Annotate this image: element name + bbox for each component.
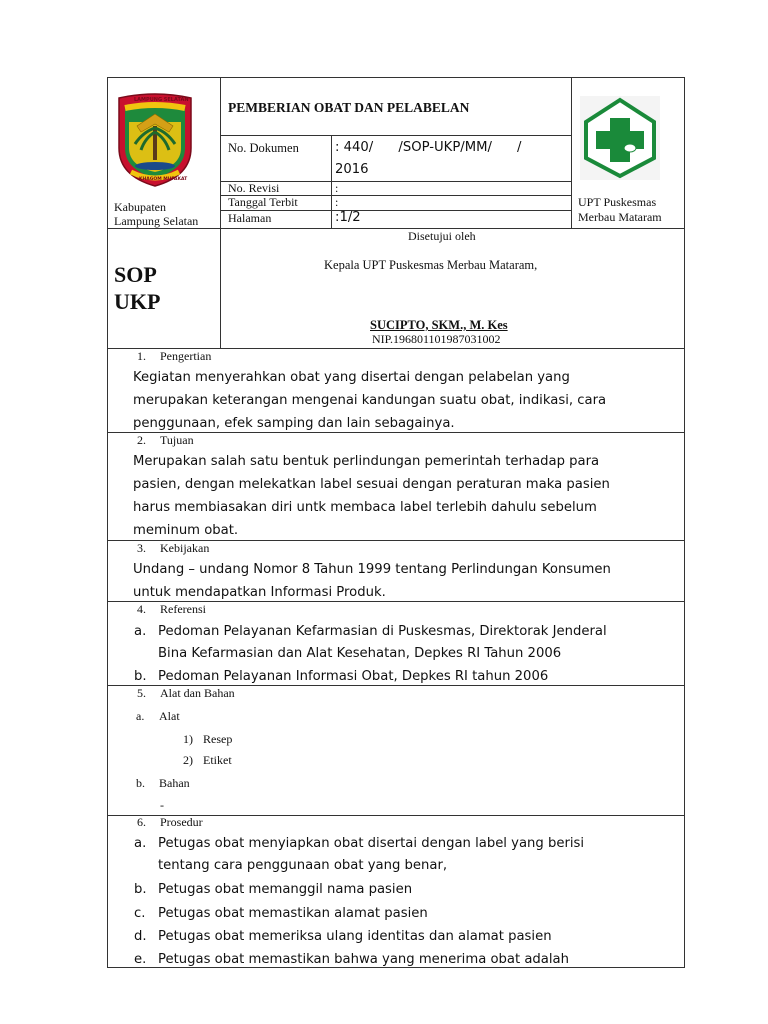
puskesmas-logo — [580, 96, 660, 180]
header-divider-left — [220, 77, 221, 348]
section-5-number: 5. — [137, 686, 146, 700]
approver-position: Kepala UPT Puskesmas Merbau Mataram, — [324, 258, 538, 272]
procedure-d-line-1: Petugas obat memeriksa ulang identitas dan alamat pasien — [158, 929, 552, 944]
section-2-line-3: harus membiasakan diri untk membaca label terlebih dahulu sebelum — [133, 500, 597, 515]
section-1-line-3: penggunaan, efek samping dan lain sebagainya. — [133, 416, 455, 431]
section-3-line-1: Undang – undang Nomor 8 Tahun 1999 tentang Perlindungan Konsumen — [133, 562, 611, 577]
section-1-line-2: merupakan keterangan mengenai kandungan suatu obat, indikasi, cara — [133, 393, 607, 408]
reference-a-line-2: Bina Kefarmasian dan Alat Kesehatan, Depkes RI Tahun 2006 — [158, 646, 562, 661]
procedure-a-line-1: Petugas obat menyiapkan obat disertai dengan label yang berisi — [158, 836, 585, 851]
procedure-e-line-1: Petugas obat memastikan bahwa yang menerima obat adalah — [158, 952, 569, 967]
reference-a-line-1: Pedoman Pelayanan Kefarmasian di Puskesmas, Direktorak Jenderal — [158, 624, 607, 639]
procedure-b-line-1: Petugas obat memanggil nama pasien — [158, 882, 413, 897]
alat-item-2-label: Etiket — [203, 753, 232, 767]
alat-item-1-marker: 1) — [183, 732, 193, 746]
section-2-number: 2. — [137, 433, 146, 447]
bahan-label: Bahan — [159, 776, 190, 790]
table-border-left — [107, 77, 108, 968]
procedure-e-marker: e. — [134, 952, 147, 967]
approver-name: SUCIPTO, SKM., M. Kes — [370, 318, 508, 332]
header-divider-right — [571, 77, 572, 228]
region-line-1: Kabupaten — [114, 200, 166, 214]
procedure-a-marker: a. — [134, 836, 147, 851]
lampung-selatan-logo — [115, 92, 195, 188]
section-2-line-4: meminum obat. — [133, 523, 239, 538]
section-3-number: 3. — [137, 541, 146, 555]
procedure-c-line-1: Petugas obat memastikan alamat pasien — [158, 906, 428, 921]
page-label: Halaman — [228, 211, 272, 225]
issue-row-bottom — [220, 210, 572, 211]
sop-label-line-1: SOP — [114, 262, 157, 287]
section-3-line-2: untuk mendapatkan Informasi Produk. — [133, 585, 386, 600]
reference-b-marker: b. — [134, 669, 147, 684]
table-border-bottom — [107, 967, 685, 968]
facility-line-1: UPT Puskesmas — [578, 195, 657, 209]
logo-bottom-text: KHAGOM MUFAKAT — [139, 177, 188, 182]
section-1-number: 1. — [137, 349, 146, 363]
reference-a-marker: a. — [134, 624, 147, 639]
revision-value: : — [335, 181, 339, 195]
alat-item-1-label: Resep — [203, 732, 233, 746]
alat-marker: a. — [136, 709, 145, 723]
section-1-line-1: Kegiatan menyerahkan obat yang disertai dengan pelabelan yang — [133, 370, 570, 385]
logo-top-text: LAMPUNG SELATAN — [134, 97, 189, 103]
approved-by: Disetujui oleh — [408, 229, 476, 243]
title-row-bottom — [220, 135, 572, 136]
reference-b-line-1: Pedoman Pelayanan Informasi Obat, Depkes RI tahun 2006 — [158, 669, 549, 684]
doc-no-value: : 440/ /SOP-UKP/MM/ / — [335, 140, 522, 155]
section-1-title: Pengertian — [160, 349, 212, 363]
table-border-right — [684, 77, 685, 968]
sop-label-line-2: UKP — [114, 289, 161, 314]
doc-no-year: 2016 — [335, 162, 369, 177]
section-3-title: Kebijakan — [160, 541, 210, 555]
section-6-title: Prosedur — [160, 815, 203, 829]
page-value: :1/2 — [335, 210, 361, 225]
issue-date-label: Tanggal Terbit — [228, 195, 298, 209]
facility-line-2: Merbau Mataram — [578, 210, 662, 224]
procedure-a-line-2: tentang cara penggunaan obat yang benar, — [158, 858, 448, 873]
alat-item-2-marker: 2) — [183, 753, 193, 767]
bahan-marker: b. — [136, 776, 145, 790]
section-2-line-1: Merupakan salah satu bentuk perlindungan pemerintah terhadap para — [133, 454, 600, 469]
doc-no-label: No. Dokumen — [228, 141, 299, 155]
region-line-2: Lampung Selatan — [114, 214, 199, 228]
issue-date-value: : — [335, 195, 339, 209]
section-2-line-2: pasien, dengan melekatkan label sesuai dengan peraturan maka pasien — [133, 477, 610, 492]
section-4-title: Referensi — [160, 602, 206, 616]
table-border-top — [107, 77, 685, 78]
alat-label: Alat — [159, 709, 180, 723]
section-4-number: 4. — [137, 602, 146, 616]
section-5-title: Alat dan Bahan — [160, 686, 235, 700]
procedure-d-marker: d. — [134, 929, 147, 944]
procedure-b-marker: b. — [134, 882, 147, 897]
document-title: PEMBERIAN OBAT DAN PELABELAN — [228, 100, 470, 115]
bahan-value: - — [160, 798, 164, 812]
section-6-number: 6. — [137, 815, 146, 829]
section-2-title: Tujuan — [160, 433, 194, 447]
approver-nip: NIP.196801101987031002 — [372, 332, 501, 346]
procedure-c-marker: c. — [134, 906, 146, 921]
revision-label: No. Revisi — [228, 181, 280, 195]
section1-bottom — [107, 432, 685, 433]
